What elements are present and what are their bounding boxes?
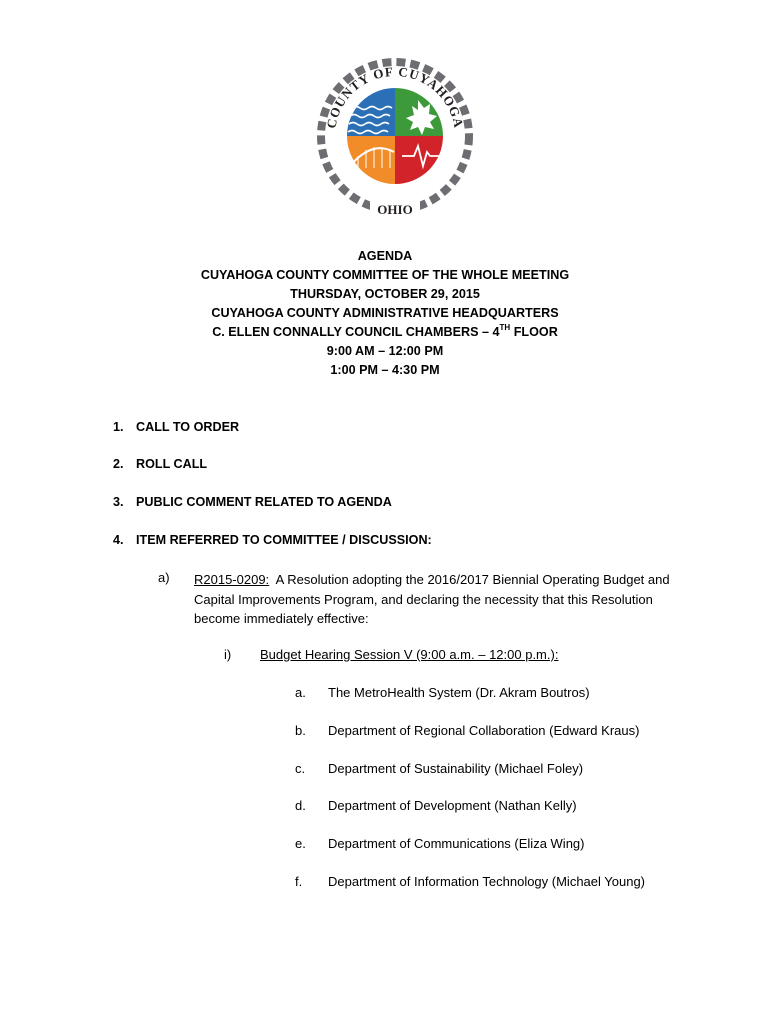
header-room-text: C. ELLEN CONNALLY COUNCIL CHAMBERS – 4 (212, 325, 500, 339)
header-location: CUYAHOGA COUNTY ADMINISTRATIVE HEADQUARTERS (211, 306, 559, 320)
seal-top-text: COUNTY OF CUYAHOGA (323, 63, 467, 130)
dept-communications: Department of Communications (Eliza Wing) (328, 836, 585, 851)
dept-letter: f. (295, 874, 303, 889)
dept-letter: e. (295, 836, 306, 851)
header-time-afternoon: 1:00 PM – 4:30 PM (330, 363, 440, 377)
dept-letter: c. (295, 761, 306, 776)
resolution-text: A Resolution adopting the 2016/2017 Biennial Operating Budget and Capital Improvements Program, and declaring the necessity that this Resolution become immediately effective: (194, 572, 674, 626)
sub-item-letter: a) (158, 570, 170, 585)
agenda-item-call-to-order (113, 420, 239, 434)
agenda-item-public-comment (113, 495, 392, 509)
header-time-morning: 9:00 AM – 12:00 PM (326, 344, 444, 358)
item-number: 4. (113, 533, 124, 547)
agenda-item-referred (113, 533, 432, 547)
seal-bottom-text: OHIO (377, 202, 413, 217)
item-label: ITEM REFERRED TO COMMITTEE / DISCUSSION: (136, 533, 432, 547)
agenda-item-roll-call (113, 457, 207, 471)
header-room (0, 323, 770, 342)
resolution-reference: R2015-0209: (194, 572, 270, 587)
item-number: 3. (113, 495, 124, 509)
header-room-sup: TH (499, 323, 511, 332)
agenda-header (0, 247, 770, 380)
item-label: PUBLIC COMMENT RELATED TO AGENDA (136, 495, 392, 509)
header-title: AGENDA (357, 249, 413, 263)
session-numeral: i) (224, 647, 232, 662)
cuyahoga-county-seal (310, 48, 480, 228)
seal-quadrants (347, 88, 443, 184)
header-date: THURSDAY, OCTOBER 29, 2015 (290, 287, 480, 301)
dept-information-technology: Department of Information Technology (Michael Young) (328, 874, 646, 889)
item-label: ROLL CALL (136, 457, 208, 471)
dept-metrohealth: The MetroHealth System (Dr. Akram Boutros) (328, 685, 590, 700)
dept-letter: a. (295, 685, 306, 700)
item-number: 2. (113, 457, 124, 471)
item-number: 1. (113, 420, 124, 434)
dept-letter: b. (295, 723, 306, 738)
dept-development: Department of Development (Nathan Kelly) (328, 798, 577, 813)
header-room-floor: FLOOR (510, 325, 558, 339)
session-label: Budget Hearing Session V (9:00 a.m. – 12:00 p.m.): (260, 647, 559, 662)
header-meeting-name: CUYAHOGA COUNTY COMMITTEE OF THE WHOLE MEETING (200, 268, 570, 282)
resolution-description (194, 570, 694, 629)
item-label: CALL TO ORDER (136, 420, 240, 434)
dept-sustainability: Department of Sustainability (Michael Foley) (328, 761, 584, 776)
dept-regional-collaboration: Department of Regional Collaboration (Edward Kraus) (328, 723, 640, 738)
dept-letter: d. (295, 798, 306, 813)
